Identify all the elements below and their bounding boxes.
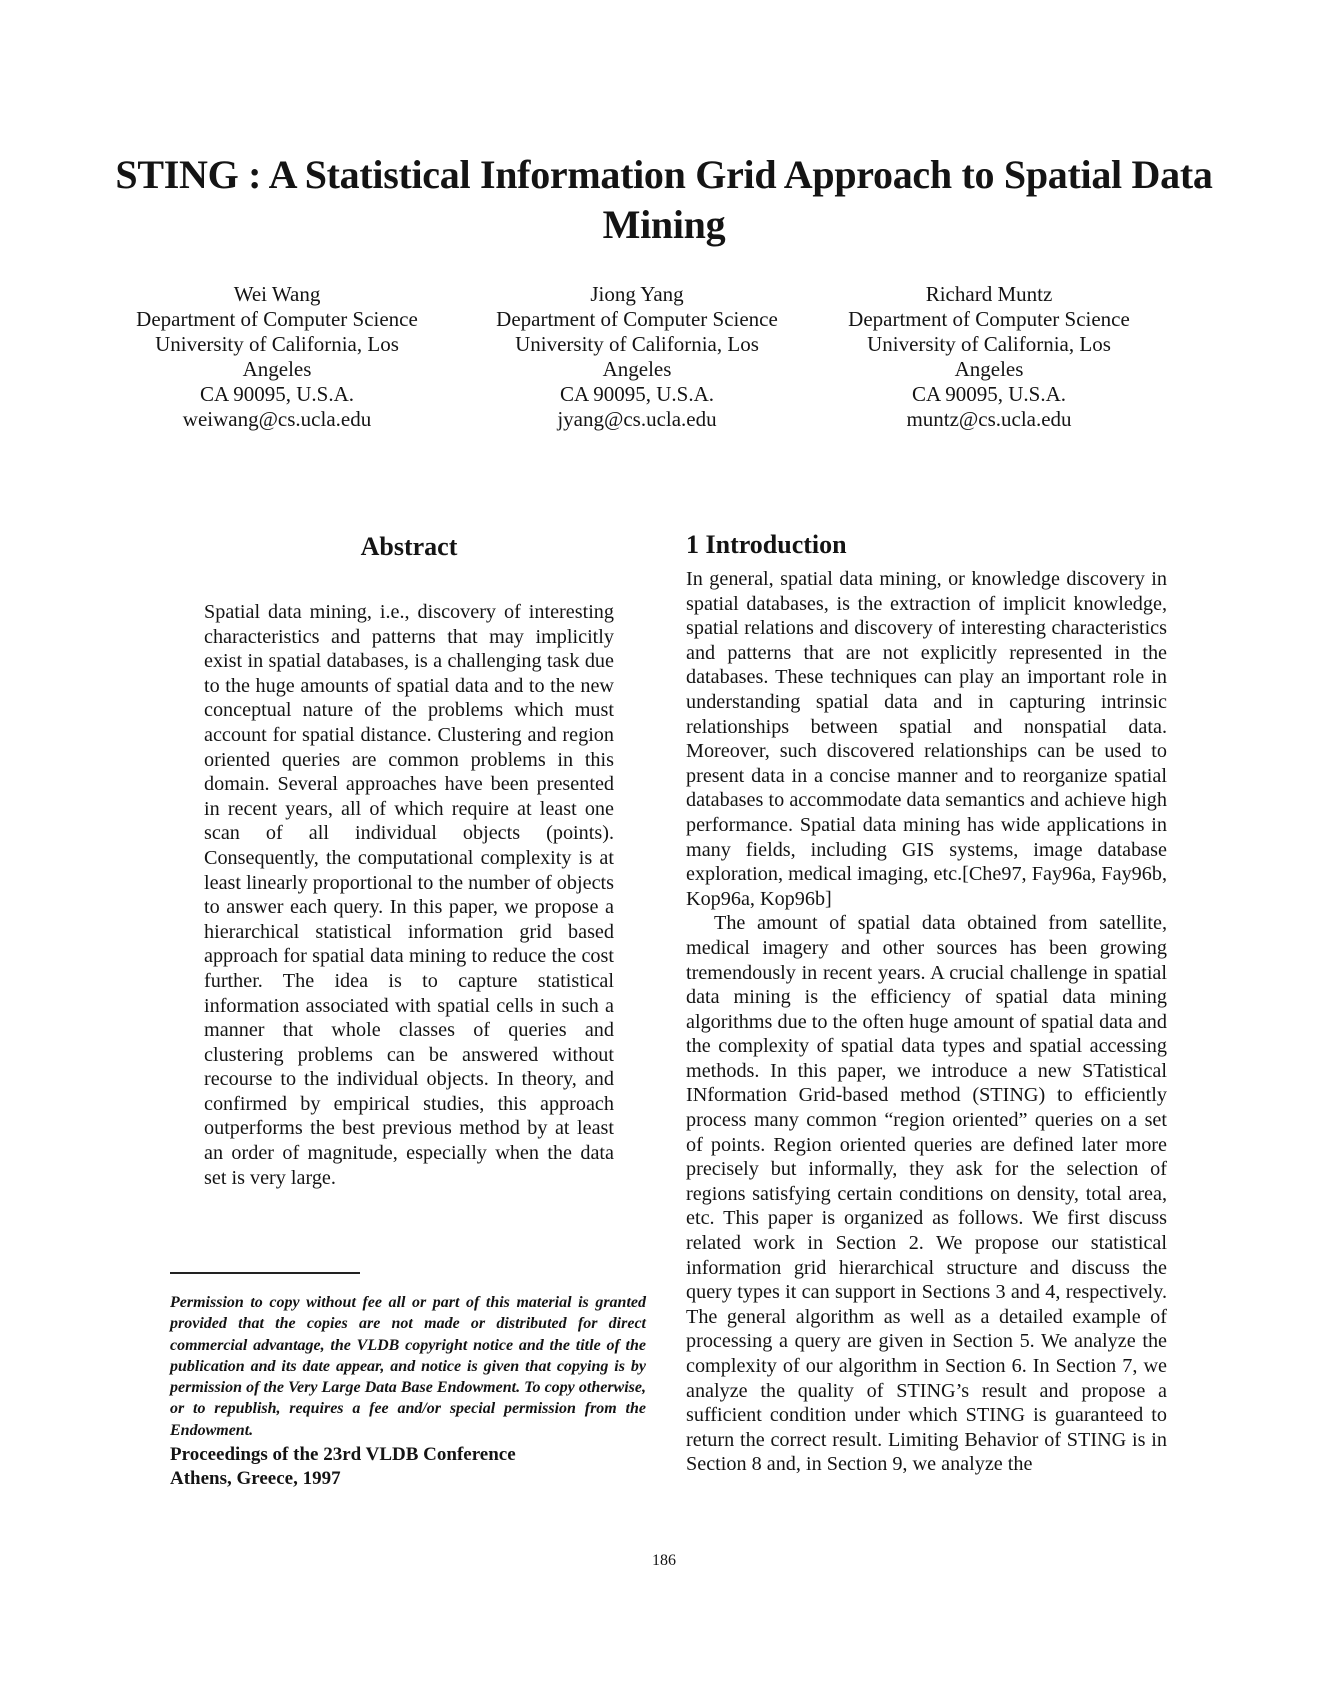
author-university-city: Angeles (242, 357, 312, 381)
abstract-text: Spatial data mining, i.e., discovery of interesting characteristics and patterns that may implicitly exist in spatial databases, is a challenging task due to the huge amounts of spatial data and to the new conceptual nature of the problems which must account for spatial distance. Clustering and region oriented queries are common problems in this domain. Several approaches have been presented in recent years, all of which require at least one scan of all individual objects (points). Consequently, the computational complexity is at least linearly proportional to the number of objects to answer each query. In this paper, we propose a hierarchical statistical information grid based approach for spatial data mining to reduce the cost further. The idea is to capture statistical information associated with spatial cells in such a manner that whole classes of queries and clustering problems can be answered without recourse to the individual objects. In theory, and confirmed by empirical studies, this approach outperforms the best previous method by at least an order of magnitude, especially when the data set is very large. (204, 601, 614, 1189)
author-university: University of California, Los (867, 332, 1111, 356)
introduction-column (686, 567, 1167, 1477)
author-email: muntz@cs.ucla.edu (906, 407, 1072, 431)
author-richard-muntz (839, 282, 1139, 432)
permission-notice: Permission to copy without fee all or part of this material is granted provided that the copies are not made or distributed for direct commercial advantage, the VLDB copyright notice and the title of the publication and its date appear, and notice is given that copying is by permission of the Very Large Data Base Endowment. To copy otherwise, or to republish, requires a fee and/or special permission from the Endowment. (170, 1294, 646, 1439)
paper-title: STING : A Statistical Information Grid Approach to Spatial Data Mining (115, 152, 1213, 247)
abstract-heading: Abstract (360, 532, 458, 561)
author-wei-wang (127, 282, 427, 432)
author-department: Department of Computer Science (136, 307, 418, 331)
introduction-heading: 1 Introduction (686, 530, 847, 559)
author-university-city: Angeles (954, 357, 1024, 381)
proceedings-location: Athens, Greece, 1997 (170, 1468, 341, 1489)
author-block (0, 282, 1328, 432)
author-address: CA 90095, U.S.A. (199, 382, 355, 406)
introduction-paragraph: In general, spatial data mining, or knowledge discovery in spatial databases, is the extraction of implicit knowledge, spatial relations and discovery of interesting characteristics and patterns that are not explicitly represented in the databases. These techniques can play an important role in understanding spatial data and in capturing intrinsic relationships between spatial and nonspatial data. Moreover, such discovered relationships can be used to present data in a concise manner and to reorganize spatial databases to accommodate data semantics and achieve high performance. Spatial data mining has wide applications in many fields, including GIS systems, image database exploration, medical imaging, etc.[Che97, Fay96a, Fay96b, Kop96a, Kop96b] (686, 568, 1167, 910)
proceedings-info (170, 1443, 646, 1491)
introduction-paragraph: The amount of spatial data obtained from satellite, medical imagery and other sources has been growing tremendously in recent years. A crucial challenge in spatial data mining is the efficiency of spatial data mining algorithms due to the often huge amount of spatial data and the complexity of spatial data types and spatial accessing methods. In this paper, we introduce a new STatistical INformation Grid-based method (STING) to efficiently process many common “region oriented” queries on a set of points. Region oriented queries are defined later more precisely but informally, they ask for the selection of regions satisfying certain conditions on density, total area, etc. This paper is organized as follows. We first discuss related work in Section 2. We propose our statistical information grid hierarchical structure and discuss the query types it can support in Sections 3 and 4, respectively. The general algorithm as well as a detailed example of processing a query are given in Section 5. We analyze the complexity of our algorithm in Section 6. In Section 7, we analyze the quality of STING’s result and propose a sufficient condition under which STING is guaranteed to return the correct result. Limiting Behavior of STING is in Section 8 and, in Section 9, we analyze the (686, 912, 1167, 1476)
author-email: weiwang@cs.ucla.edu (182, 407, 372, 431)
author-email: jyang@cs.ucla.edu (557, 407, 717, 431)
author-name: Jiong Yang (590, 282, 684, 306)
author-university: University of California, Los (515, 332, 759, 356)
author-name: Richard Muntz (925, 282, 1053, 306)
proceedings-conference: Proceedings of the 23rd VLDB Conference (170, 1444, 516, 1465)
author-address: CA 90095, U.S.A. (559, 382, 715, 406)
author-university: University of California, Los (155, 332, 399, 356)
author-university-city: Angeles (602, 357, 672, 381)
abstract-column (204, 600, 614, 1190)
author-jiong-yang (487, 282, 787, 432)
footnote-rule (170, 1272, 360, 1274)
author-department: Department of Computer Science (848, 307, 1130, 331)
page-number: 186 (652, 1552, 676, 1569)
author-name: Wei Wang (233, 282, 321, 306)
author-department: Department of Computer Science (496, 307, 778, 331)
author-address: CA 90095, U.S.A. (911, 382, 1067, 406)
